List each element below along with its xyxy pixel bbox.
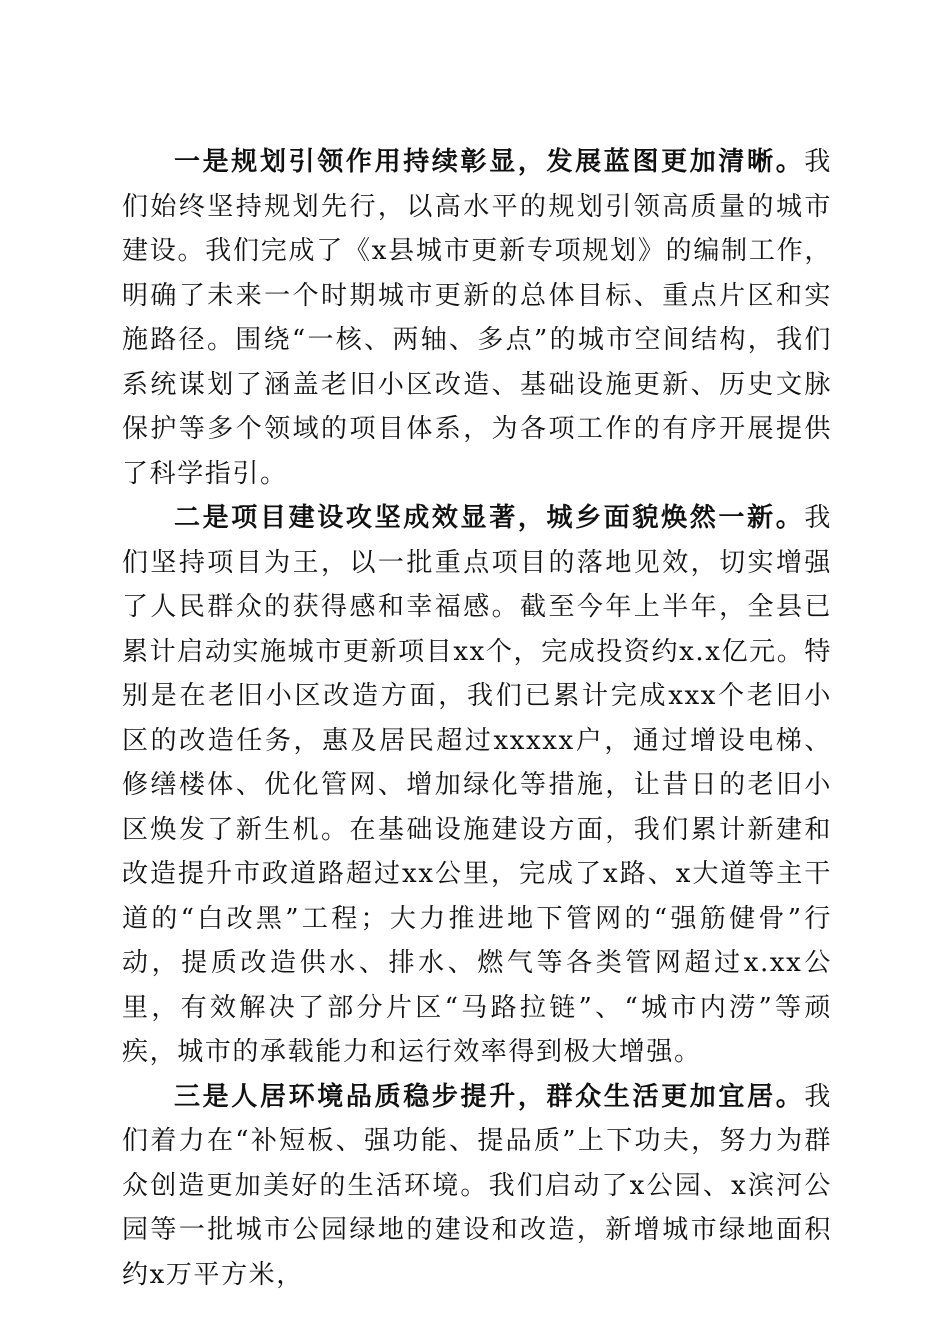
paragraph-2-body: 我们坚持项目为王，以一批重点项目的落地见效，切实增强了人民群众的获得感和幸福感。截至今年上半年，全县已累计启动实施城市更新项目xx个，完成投资约x.x亿元。特别是在老旧小区改造方面，我们已累计完成xxx个老旧小区的改造任务，惠及居民超过xxxxx户，通过增设电梯、修缮楼体、优化管网、增加绿化等措施，让昔日的老旧小区焕发了新生机。在基础设施建设方面，我们累计新建和改造提升市政道路超过xx公里，完成了x路、x大道等主干道的“白改黑”工程；大力推进地下管网的“强筋健骨”行动，提质改造供水、排水、燃气等各类管网超过x.xx公里，有效解决了部分片区“马路拉链”、“城市内涝”等顽疾，城市的承载能力和运行效率得到极大增强。 [122, 503, 832, 1067]
document-body [122, 140, 832, 1297]
paragraph-1 [122, 140, 832, 496]
paragraph-2-lead: 二是项目建设攻坚成效显著，城乡面貌焕然一新。 [174, 503, 805, 533]
paragraph-3 [122, 1075, 832, 1298]
paragraph-2 [122, 496, 832, 1075]
paragraph-1-lead: 一是规划引领作用持续彰显，发展蓝图更加清晰。 [174, 147, 805, 177]
paragraph-1-body: 我们始终坚持规划先行，以高水平的规划引领高质量的城市建设。我们完成了《x县城市更新专项规划》的编制工作，明确了未来一个时期城市更新的总体目标、重点片区和实施路径。围绕“一核、两轴、多点”的城市空间结构，我们系统谋划了涵盖老旧小区改造、基础设施更新、历史文脉保护等多个领域的项目体系，为各项工作的有序开展提供了科学指引。 [122, 147, 832, 489]
paragraph-3-lead: 三是人居环境品质稳步提升，群众生活更加宜居。 [174, 1081, 805, 1112]
paragraph-3-body: 我们着力在“补短板、强功能、提品质”上下功夫，努力为群众创造更加美好的生活环境。我们启动了x公园、x滨河公园等一批城市公园绿地的建设和改造，新增城市绿地面积约x万平方米， [122, 1081, 832, 1290]
